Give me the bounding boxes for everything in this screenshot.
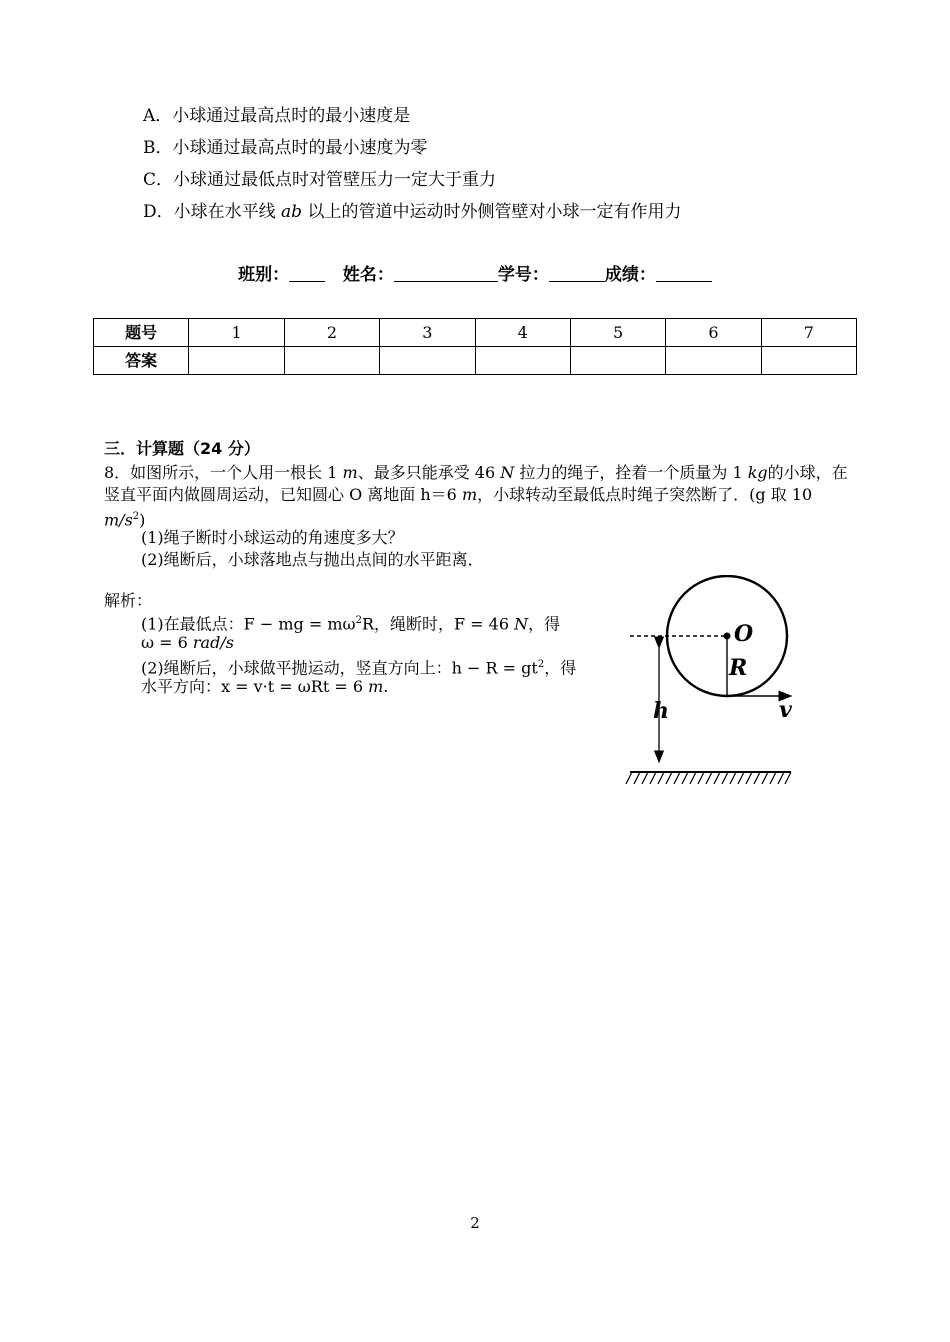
q-unit: m	[461, 485, 478, 504]
q-unit: kg	[747, 463, 768, 482]
sol-sup: 2	[355, 615, 362, 626]
option-d-text-after: 以上的管道中运动时外侧管壁对小球一定有作用力	[302, 202, 682, 222]
sol-text: (1)在最低点：F − mg = mω	[141, 614, 356, 634]
sol-text: ，得	[528, 614, 561, 634]
ground-hatching	[626, 772, 791, 784]
id-blank[interactable]	[549, 263, 605, 282]
option-d-text-before: 小球在水平线	[173, 202, 282, 222]
option-a	[143, 105, 410, 127]
answer-cell[interactable]	[380, 347, 475, 375]
option-d-text-italic: ab	[281, 202, 303, 222]
question-number-cell: 5	[570, 319, 665, 347]
sol-text: ，得	[544, 658, 577, 678]
answer-cell[interactable]	[284, 347, 379, 375]
label-o: O	[734, 621, 754, 647]
question-number-cell: 3	[380, 319, 475, 347]
q-text: ，小球转动至最低点时绳子突然断了．(g 取 10	[477, 485, 813, 504]
solution-label: 解析：	[104, 591, 153, 610]
sol-unit: m	[368, 677, 384, 696]
student-info-line	[0, 263, 950, 287]
q-text: 拉力的绳子，拴着一个质量为 1	[514, 463, 748, 482]
name-label: 姓名：	[342, 265, 394, 285]
sol-text: R，绳断时，F = 46	[361, 614, 515, 634]
answer-cell[interactable]	[475, 347, 570, 375]
option-d-letter: D．	[143, 202, 174, 222]
sol-unit: rad/s	[192, 633, 234, 652]
label-r: R	[729, 655, 748, 681]
question-8-stem	[104, 462, 850, 531]
answer-cell[interactable]	[666, 347, 761, 375]
q-text: 8．如图所示，一个人用一根长 1	[104, 463, 343, 482]
solution-line-4	[141, 676, 619, 698]
option-c-text: 小球通过最低点时对管壁压力一定大于重力	[173, 170, 497, 190]
answer-cell[interactable]	[570, 347, 665, 375]
q-unit: m/s	[104, 510, 133, 530]
q-sup: 2	[132, 511, 140, 522]
sub-question-2: (2)绳断后，小球落地点与抛出点间的水平距离．	[141, 550, 484, 569]
page-number: 2	[470, 1214, 480, 1232]
class-label: 班别：	[238, 265, 290, 285]
option-b	[143, 137, 428, 159]
option-c-letter: C．	[143, 170, 174, 190]
question-number-row	[94, 319, 857, 347]
label-v: v	[779, 697, 792, 723]
sol-sup: 2	[537, 659, 545, 670]
question-number-cell: 2	[284, 319, 379, 347]
answer-cell[interactable]	[189, 347, 284, 375]
answer-row	[94, 347, 857, 375]
score-label: 成绩：	[604, 265, 656, 285]
question-number-cell: 7	[761, 319, 856, 347]
section-title: 三．计算题（24 分）	[104, 439, 260, 458]
answer-cell[interactable]	[761, 347, 856, 375]
sub-question-1: (1)绳子断时小球运动的角速度多大？	[141, 528, 404, 547]
question-number-cell: 4	[475, 319, 570, 347]
q-unit: m	[342, 463, 358, 482]
label-h: h	[653, 698, 669, 724]
question-number-header: 题号	[94, 319, 189, 347]
option-b-letter: B．	[143, 138, 173, 158]
question-number-cell: 6	[666, 319, 761, 347]
option-c	[143, 169, 496, 191]
question-number-cell: 1	[189, 319, 284, 347]
circular-motion-figure	[620, 575, 810, 790]
sol-text: ω = 6	[141, 633, 193, 652]
id-label: 学号：	[497, 265, 549, 285]
option-d	[143, 201, 681, 223]
q-text: 的小球，在竖直平面内做圆周运动，已知圆心 O 离地面 h＝6	[104, 463, 848, 504]
sol-text: (2)绳断后，小球做平抛运动，竖直方向上：h − R = gt	[141, 658, 538, 678]
name-blank[interactable]	[394, 263, 498, 282]
option-a-letter: A．	[143, 106, 173, 126]
q-unit: N	[500, 463, 515, 482]
q-text: 、最多只能承受 46	[357, 463, 501, 482]
sol-text: 水平方向：x = v·t = ωRt = 6	[141, 677, 369, 696]
sol-text: .	[383, 677, 389, 696]
option-a-text: 小球通过最高点时的最小速度是	[172, 106, 411, 126]
q-text: )	[139, 510, 146, 530]
solution-line-2	[141, 632, 619, 654]
sol-unit: N	[514, 614, 529, 634]
answer-table	[93, 318, 857, 375]
option-b-text: 小球通过最高点时的最小速度为零	[172, 138, 428, 158]
score-blank[interactable]	[656, 263, 712, 282]
class-blank[interactable]	[289, 263, 325, 282]
answer-header: 答案	[94, 347, 189, 375]
